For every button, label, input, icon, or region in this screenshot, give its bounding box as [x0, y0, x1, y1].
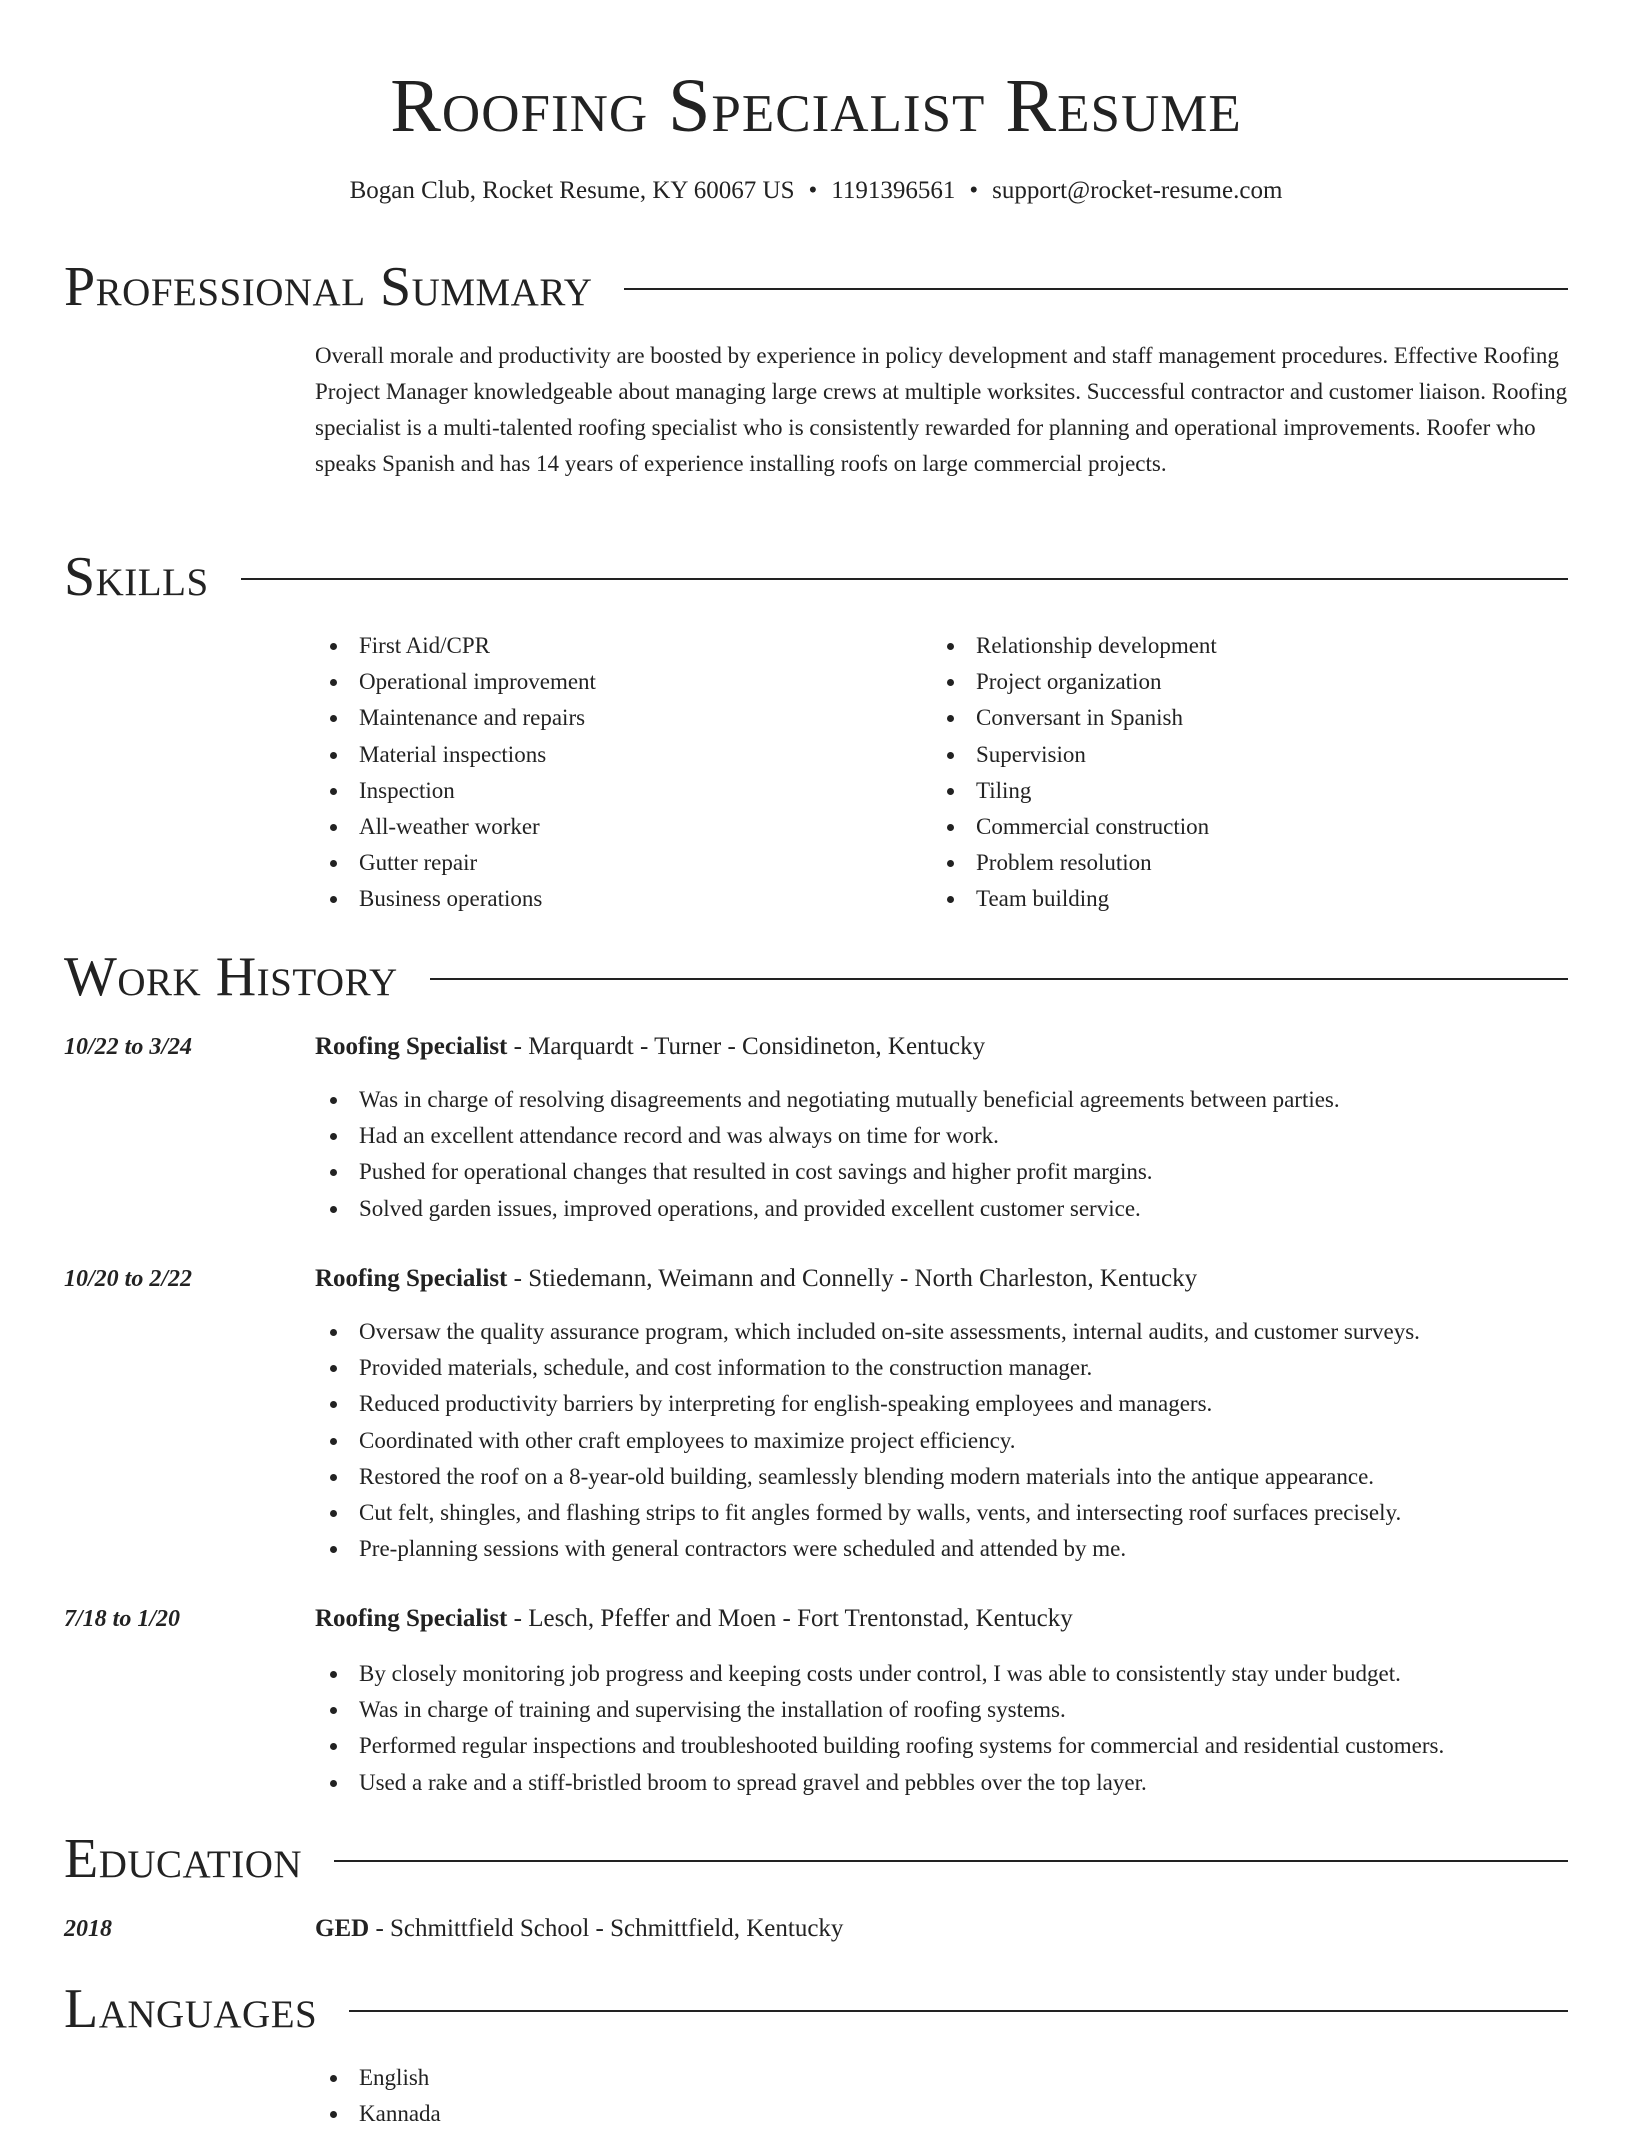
job-employer: - Stiedemann, Weimann and Connelly - North Charleston, Kentucky [507, 1265, 1198, 1292]
contact-separator: • [808, 177, 818, 204]
skill-item: Relationship development [932, 628, 1552, 664]
language-item: English [315, 2060, 1568, 2096]
education-school: - Schmittfield School - Schmittfield, Kentucky [369, 1915, 844, 1942]
contact-address: Bogan Club, Rocket Resume, KY 60067 US [349, 177, 795, 204]
skill-item: All-weather worker [315, 809, 915, 845]
skill-item: Team building [932, 881, 1552, 917]
skill-item: Supervision [932, 737, 1552, 773]
section-header-skills [64, 545, 1568, 609]
skills-list-left [315, 628, 915, 918]
education-year: 2018 [64, 1916, 112, 1942]
job-employer: - Lesch, Pfeffer and Moen - Fort Trentonstad, Kentucky [507, 1605, 1073, 1632]
education-heading [315, 1913, 843, 1945]
skill-item: Project organization [932, 664, 1552, 700]
skill-item: First Aid/CPR [315, 628, 915, 664]
skill-item: Conversant in Spanish [932, 700, 1552, 736]
section-title: Skills [64, 546, 209, 608]
summary-text: Overall morale and productivity are boosted by experience in policy development and staff management procedures. Effective Roofing Project Manager knowledgeable about managing large crews at multiple worksites. Successful contractor and customer liaison. Roofing specialist is a multi-talented roofing specialist who is consistently rewarded for planning and operational improvements. Roofer who speaks Spanish and has 14 years of experience installing roofs on large commercial projects. [315, 343, 1568, 476]
skill-item: Material inspections [315, 737, 915, 773]
job-bullet: Performed regular inspections and troubleshooted building roofing systems for commercial and residential customers. [315, 1728, 1568, 1764]
job-bullets [315, 1656, 1568, 1801]
education-degree: GED [315, 1915, 370, 1942]
skill-item: Problem resolution [932, 845, 1552, 881]
section-title: Languages [64, 1978, 318, 2040]
job-bullet: Coordinated with other craft employees to maximize project efficiency. [315, 1423, 1568, 1459]
section-divider [430, 978, 1568, 980]
job-bullet: Restored the roof on a 8-year-old building, seamlessly blending modern materials into the antique appearance. [315, 1459, 1568, 1495]
skill-item: Maintenance and repairs [315, 700, 915, 736]
skill-item: Tiling [932, 773, 1552, 809]
job-employer: - Marquardt - Turner - Considineton, Kentucky [507, 1033, 986, 1060]
job-title: Roofing Specialist [315, 1033, 508, 1060]
section-divider [349, 2010, 1568, 2012]
job-bullet: Had an excellent attendance record and was always on time for work. [315, 1118, 1568, 1154]
section-title: Professional Summary [64, 256, 593, 318]
languages-list [315, 2060, 1568, 2132]
job-date: 10/22 to 3/24 [64, 1034, 193, 1060]
section-divider [241, 578, 1568, 580]
section-divider [334, 1860, 1568, 1862]
section-header-work-history [64, 945, 1568, 1009]
contact-phone: 1191396561 [831, 177, 956, 204]
contact-line [0, 174, 1632, 208]
job-bullet: Reduced productivity barriers by interpreting for english-speaking employees and managers. [315, 1386, 1568, 1422]
job-bullet: Cut felt, shingles, and flashing strips to fit angles formed by walls, vents, and intersecting roof surfaces precisely. [315, 1495, 1568, 1531]
skill-item: Operational improvement [315, 664, 915, 700]
skill-item: Commercial construction [932, 809, 1552, 845]
job-bullet: Was in charge of training and supervising the installation of roofing systems. [315, 1692, 1568, 1728]
job-bullet: Used a rake and a stiff-bristled broom to spread gravel and pebbles over the top layer. [315, 1765, 1568, 1801]
job-date: 10/20 to 2/22 [64, 1266, 193, 1292]
section-header-languages [64, 1977, 1568, 2041]
section-title: Education [64, 1828, 303, 1890]
job-heading [315, 1603, 1073, 1635]
skill-item: Inspection [315, 773, 915, 809]
contact-separator: • [969, 177, 979, 204]
job-bullets [315, 1314, 1568, 1567]
skills-list-right [932, 628, 1552, 918]
job-bullet: Pre-planning sessions with general contractors were scheduled and attended by me. [315, 1531, 1568, 1567]
skill-item: Gutter repair [315, 845, 915, 881]
resume-title: Roofing Specialist Resume [390, 64, 1242, 148]
section-title: Work History [64, 946, 398, 1008]
section-divider [624, 288, 1568, 290]
job-heading [315, 1263, 1197, 1295]
skill-item: Business operations [315, 881, 915, 917]
section-header-education [64, 1827, 1568, 1891]
job-title: Roofing Specialist [315, 1605, 508, 1632]
job-bullet: Was in charge of resolving disagreements and negotiating mutually beneficial agreements between parties. [315, 1082, 1568, 1118]
job-heading [315, 1031, 985, 1063]
job-bullet: Oversaw the quality assurance program, which included on-site assessments, internal audits, and customer surveys. [315, 1314, 1568, 1350]
job-bullets [315, 1082, 1568, 1227]
job-bullet: Provided materials, schedule, and cost information to the construction manager. [315, 1350, 1568, 1386]
job-bullet: Solved garden issues, improved operations, and provided excellent customer service. [315, 1191, 1568, 1227]
job-bullet: Pushed for operational changes that resulted in cost savings and higher profit margins. [315, 1154, 1568, 1190]
contact-email[interactable]: support@rocket-resume.com [992, 177, 1283, 204]
section-header-summary [64, 255, 1568, 319]
job-title: Roofing Specialist [315, 1265, 508, 1292]
job-bullet: By closely monitoring job progress and keeping costs under control, I was able to consistently stay under budget. [315, 1656, 1568, 1692]
job-date: 7/18 to 1/20 [64, 1606, 181, 1632]
language-item: Kannada [315, 2096, 1568, 2132]
